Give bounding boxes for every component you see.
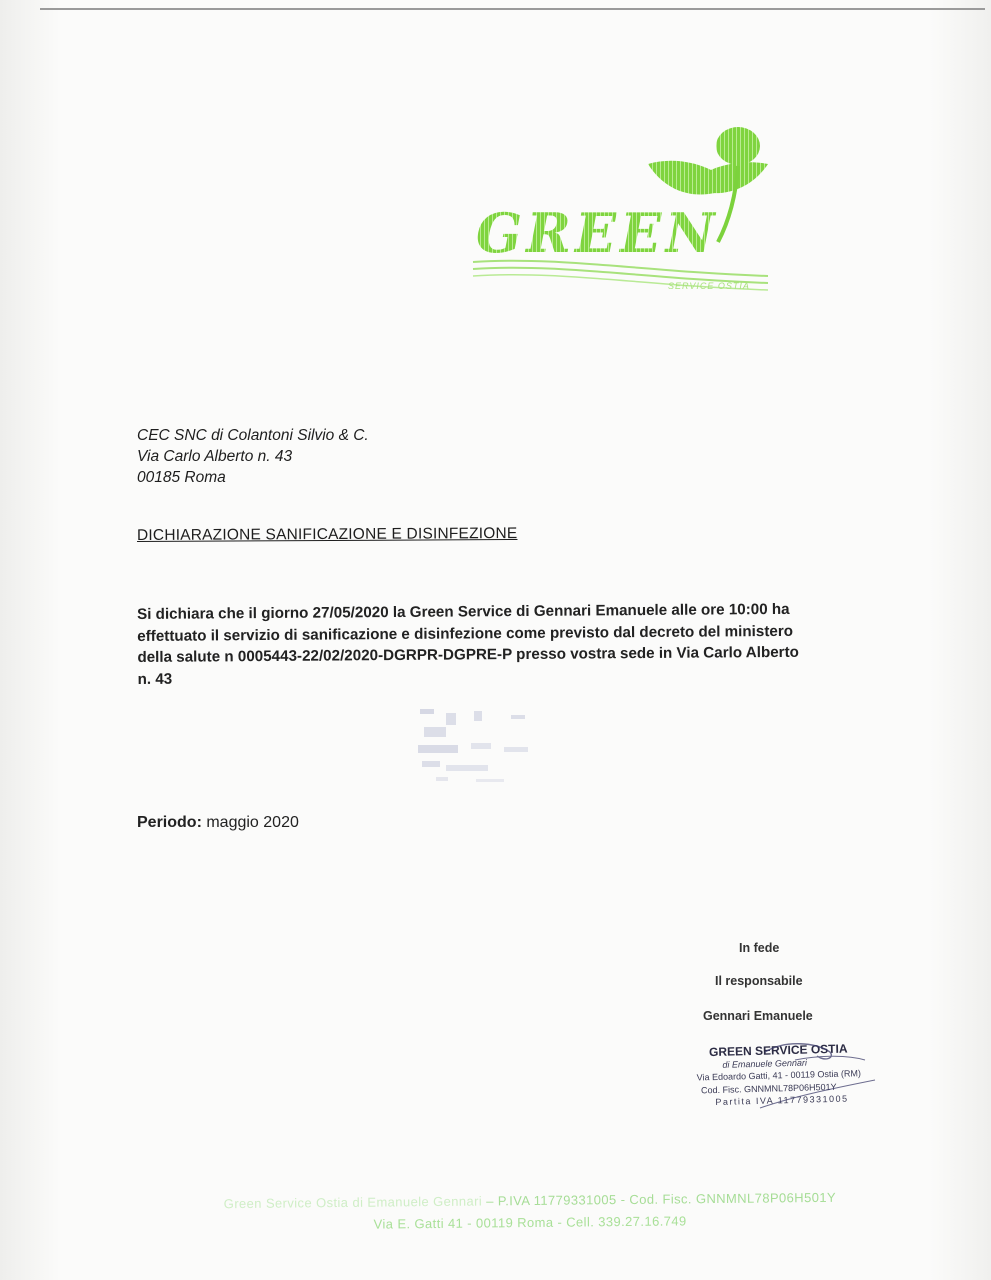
period-label: Periodo: <box>137 814 202 831</box>
body-line: Si dichiara che il giorno 27/05/2020 la Green Service di Gennari Emanuele alle ore 10:00 ha <box>137 600 790 623</box>
recipient-street: Via Carlo Alberto n. 43 <box>137 448 293 465</box>
stamp-owner: di Emanuele Gennari <box>722 1057 808 1070</box>
signer-name: Gennari Emanuele <box>703 1009 813 1023</box>
logo-word: GREEN <box>476 201 719 265</box>
footer-company: Green Service Ostia di Emanuele Gennari <box>223 1193 483 1212</box>
body-line: effettuato il servizio di sanificazione e disinfezione come previsto dal decreto del ministero <box>137 622 794 645</box>
footer-vat: – P.IVA 11779331005 - Cod. Fisc. GNNMNL78P06H501Y <box>486 1189 837 1209</box>
letterhead-footer <box>130 1186 930 1238</box>
handwritten-signature <box>735 1030 895 1125</box>
recipient-city: 00185 Roma <box>137 469 226 486</box>
stamp-tax-code: Cod. Fisc. GNNMNL78P06H501Y <box>700 1081 837 1095</box>
green-logo-graphic <box>468 124 778 304</box>
stamp-address: Via Edoardo Gatti, 41 - 00119 Ostia (RM) <box>696 1068 862 1083</box>
body-line: della salute n 0005443-22/02/2020-DGRPR-DGPRE-P presso vostra sede in Via Carlo Alberto <box>137 643 799 666</box>
footer-address: Via E. Gatti 41 - 00119 Roma <box>373 1214 554 1232</box>
closing-text: In fede <box>739 941 780 955</box>
document-subject: DICHIARAZIONE SANIFICAZIONE E DISINFEZIONE <box>136 525 518 544</box>
footer-phone: - Cell. 339.27.16.749 <box>557 1213 687 1230</box>
stamp-title: GREEN SERVICE OSTIA <box>708 1041 848 1060</box>
body-line: n. 43 <box>137 670 173 688</box>
green-service-logo <box>468 124 778 304</box>
top-leaf <box>716 127 760 165</box>
recipient-company: CEC SNC di Colantoni Silvio & C. <box>137 427 369 444</box>
faint-stamp-mark <box>416 703 536 788</box>
logo-tagline: SERVICE OSTIA <box>668 281 750 291</box>
scan-top-border <box>40 8 985 10</box>
period-value: maggio 2020 <box>206 814 299 831</box>
declaration-body <box>137 598 928 690</box>
stamp-vat: Partita IVA 11779331005 <box>715 1093 849 1108</box>
recipient-address <box>137 425 369 488</box>
period-line <box>137 814 299 832</box>
signer-role: Il responsabile <box>715 974 803 988</box>
